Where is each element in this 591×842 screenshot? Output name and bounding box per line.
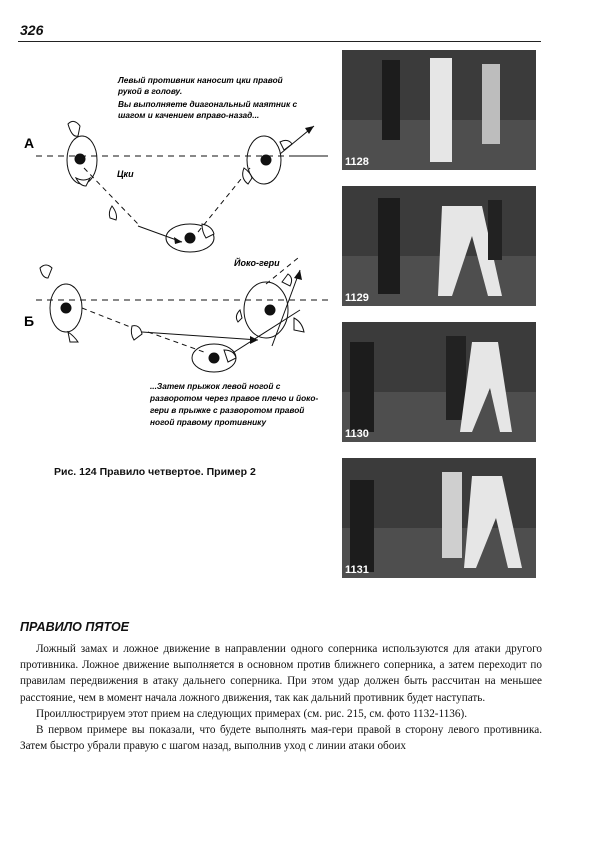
annotation-top-line-3: Вы выполняете диагональный маятник с bbox=[118, 99, 298, 109]
body-text bbox=[20, 641, 542, 754]
row-label-a: А bbox=[24, 135, 35, 151]
annotation-top-line-4: шагом и качением вправо-назад... bbox=[118, 110, 260, 120]
figure-b-bottom bbox=[192, 344, 236, 372]
figure-caption: Рис. 124 Правило четвертое. Пример 2 bbox=[54, 466, 256, 478]
photo-label: 1130 bbox=[345, 428, 369, 440]
label-yoko-geri: Йоко-гери bbox=[234, 258, 280, 268]
photo-1130 bbox=[342, 322, 536, 442]
photo-1128 bbox=[342, 50, 536, 170]
annotation-bottom-line-1: ...Затем прыжок левой ногой с bbox=[150, 381, 281, 391]
photo-1130-image bbox=[342, 322, 536, 442]
annotation-bottom-line-2: разворотом через правое плечо и йоко- bbox=[150, 393, 319, 403]
paragraph: В первом примере вы показали, что будете выполнять мая-гери правой в сторону левого противника. Затем быстро убрали правую с шагом назад, выполнив уход с линии атаки обоих bbox=[20, 724, 542, 753]
photo-1129 bbox=[342, 186, 536, 306]
figure-a-right bbox=[243, 136, 292, 184]
photo-1128-image bbox=[342, 50, 536, 170]
photo-label: 1128 bbox=[345, 156, 369, 168]
annotation-top-line-2: рукой в голову. bbox=[118, 86, 183, 96]
movement-diagram bbox=[18, 56, 340, 446]
annotation-bottom-line-4: ногой правому противнику bbox=[150, 417, 267, 427]
figure-a-center bbox=[109, 206, 214, 252]
annotation-top-line-1: Левый противник наносит цки правой bbox=[118, 75, 283, 85]
paragraph: Ложный замах и ложное движение в направлении одного соперника используются для атаки другого противника. Ложное движение выполняется в основном против ближнего соперника, а затем переходит по правилам передвижения в атаку дальнего соперника. При этом удар должен быть рассчитан на меньшее расстояние, чем в момент начала ложного движения, так как дальний противник будет наступать. bbox=[20, 643, 542, 704]
header-rule bbox=[18, 41, 541, 42]
photo-1131 bbox=[342, 458, 536, 578]
annotation-bottom-line-3: гери в прыжке с разворотом правой bbox=[150, 405, 305, 415]
figure-b-middle bbox=[131, 326, 142, 340]
figure-b-right bbox=[236, 274, 304, 338]
photo-1131-image bbox=[342, 458, 536, 578]
photo-label: 1129 bbox=[345, 292, 369, 304]
section-title: ПРАВИЛО ПЯТОЕ bbox=[20, 620, 130, 634]
paragraph: Проиллюстрируем этот прием на следующих примерах (см. рис. 215, см. фото 1132-1136). bbox=[36, 707, 467, 720]
photo-label: 1131 bbox=[345, 564, 369, 576]
row-label-b: Б bbox=[24, 313, 35, 329]
label-tsuki: Цки bbox=[117, 169, 134, 179]
photo-1129-image bbox=[342, 186, 536, 306]
page-number: 326 bbox=[20, 22, 44, 38]
figure-b-left bbox=[40, 265, 82, 342]
